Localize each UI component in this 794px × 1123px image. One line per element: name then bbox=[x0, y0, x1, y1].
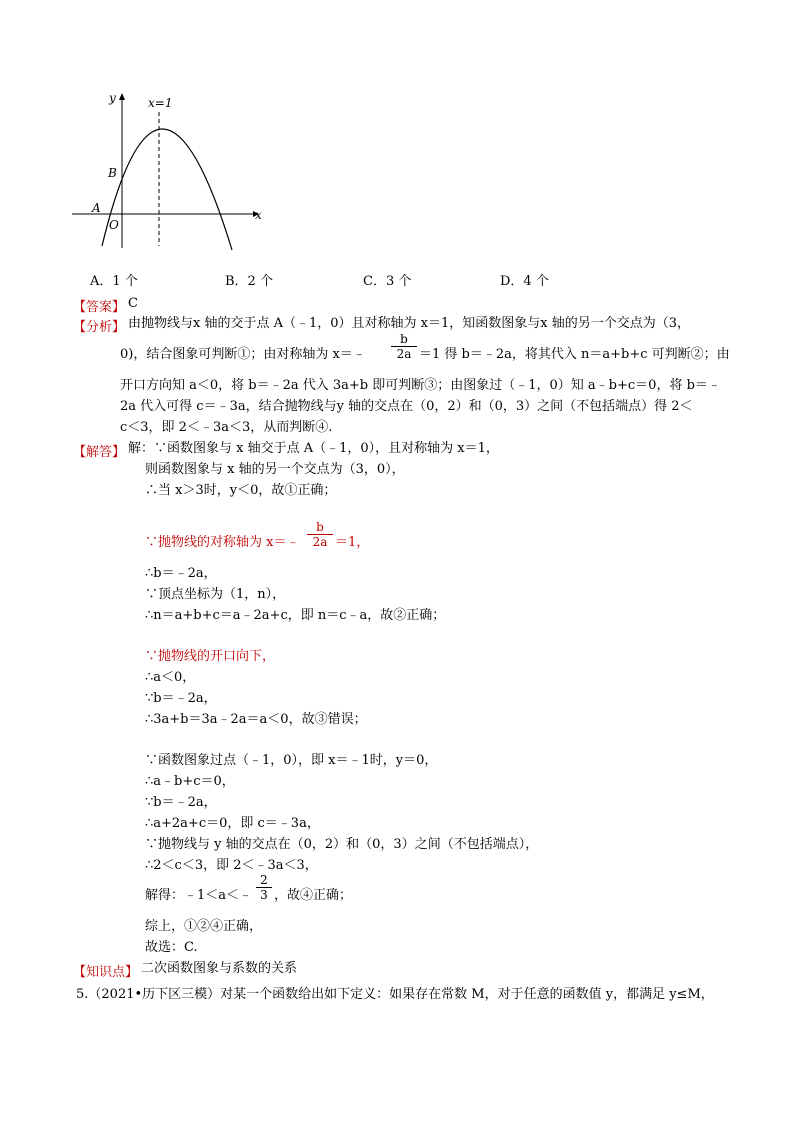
analysis-frac-num: b bbox=[391, 332, 417, 347]
x-label: x bbox=[255, 208, 262, 222]
solution-line-4a: ∵抛物线的对称轴为 x＝﹣ bbox=[145, 535, 300, 550]
solution-line-16: ∵抛物线与 y 轴的交点在（0，2）和（0，3）之间（不包括端点）， bbox=[145, 837, 539, 852]
solution-line-15: ∴a+2a+c＝0，即 c＝﹣3a， bbox=[145, 816, 320, 831]
solution-line-10: ∵b＝﹣2a， bbox=[145, 691, 217, 706]
solution-line-2: 则函数图象与 x 轴的另一个交点为（3，0）， bbox=[145, 462, 405, 477]
solution-line-3: ∴当 x＞3时，y＜0，故①正确； bbox=[145, 483, 337, 498]
analysis-line-2b: ＝1 得 b＝﹣2a，将其代入 n＝a+b+c 可判断②；由 bbox=[419, 347, 730, 362]
answer-tag: 【答案】 bbox=[73, 300, 126, 315]
solution-line-11: ∴3a+b＝3a﹣2a＝a＜0，故③错误； bbox=[145, 712, 367, 727]
solution-line-9: ∴a＜0， bbox=[145, 670, 196, 685]
question-5: 5.（2021•历下区三模）对某一个函数给出如下定义：如果存在常数 M，对于任意的函数值 y，都满足 y≤M， bbox=[76, 987, 714, 1002]
parabola-graph bbox=[68, 88, 268, 253]
solution-fraction-1 bbox=[307, 520, 333, 549]
solution-frac1-num: b bbox=[307, 520, 333, 535]
solution-line-5: ∴b＝﹣2a， bbox=[145, 566, 217, 581]
y-label: y bbox=[109, 91, 116, 105]
solution-frac2-den: 3 bbox=[260, 888, 268, 902]
analysis-tag: 【分析】 bbox=[73, 320, 126, 335]
option-d: D．4 个 bbox=[500, 274, 549, 289]
analysis-frac-den: 2a bbox=[396, 347, 412, 361]
analysis-line-3: 开口方向知 a＜0，将 b＝﹣2a 代入 3a+b 即可判断③；由图象过（﹣1，0）知 a﹣b+c＝0，将 b＝﹣ bbox=[120, 378, 721, 393]
knowledge-value: 二次函数图象与系数的关系 bbox=[141, 961, 298, 976]
analysis-line-5: c＜3，即 2＜﹣3a＜3，从而判断④. bbox=[120, 420, 333, 435]
point-b-label: B bbox=[108, 166, 117, 180]
option-b: B．2 个 bbox=[225, 274, 273, 289]
solution-line-12: ∵函数图象过点（﹣1，0），即 x＝﹣1时，y＝0， bbox=[145, 753, 438, 768]
answer-value: C bbox=[128, 296, 138, 311]
point-a-label: A bbox=[92, 201, 101, 215]
y-axis-arrow bbox=[119, 93, 125, 100]
solution-frac2-num: 2 bbox=[256, 873, 272, 888]
solution-fraction-2 bbox=[256, 873, 272, 902]
solution-line-7: ∴n＝a+b+c＝a﹣2a+c，即 n＝c﹣a，故②正确； bbox=[145, 608, 446, 623]
solution-line-17: ∴2＜c＜3，即 2＜﹣3a＜3， bbox=[145, 858, 318, 873]
solution-line-14: ∵b＝﹣2a， bbox=[145, 795, 217, 810]
solution-line-1: 解：∵函数图象与 x 轴交于点 A（﹣1，0），且对称轴为 x＝1， bbox=[128, 441, 499, 456]
analysis-line-2a: 0)，结合图象可判断①；由对称轴为 x＝﹣ bbox=[120, 347, 366, 362]
solution-line-4b: ＝1， bbox=[335, 535, 370, 550]
solution-line-13: ∴a﹣b+c＝0， bbox=[145, 774, 235, 789]
solution-frac1-den: 2a bbox=[312, 535, 328, 549]
symmetry-axis-label: x=1 bbox=[148, 96, 173, 110]
option-a: A．1 个 bbox=[90, 274, 138, 289]
analysis-fraction bbox=[391, 332, 417, 361]
solution-line-18a: 解得：﹣1＜a＜﹣ bbox=[145, 888, 253, 903]
knowledge-tag: 【知识点】 bbox=[73, 965, 139, 980]
analysis-line-4: 2a 代入可得 c＝﹣3a，结合抛物线与y 轴的交点在（0，2）和（0，3）之间（不包括端点）得 2＜ bbox=[120, 399, 693, 414]
solution-line-20: 故选：C. bbox=[145, 940, 198, 955]
option-c: C．3 个 bbox=[363, 274, 412, 289]
solution-line-6: ∵顶点坐标为（1，n）， bbox=[145, 587, 286, 602]
solution-line-18b: ，故④正确； bbox=[274, 888, 353, 903]
analysis-line-1: 由抛物线与x 轴的交于点 A（﹣1，0）且对称轴为 x＝1，知函数图象与x 轴的另一个交点为（3， bbox=[128, 316, 690, 331]
origin-label: O bbox=[109, 218, 119, 232]
solution-tag: 【解答】 bbox=[73, 445, 126, 460]
solution-line-8: ∵抛物线的开口向下， bbox=[145, 649, 276, 664]
solution-line-19: 综上，①②④正确， bbox=[145, 919, 263, 934]
